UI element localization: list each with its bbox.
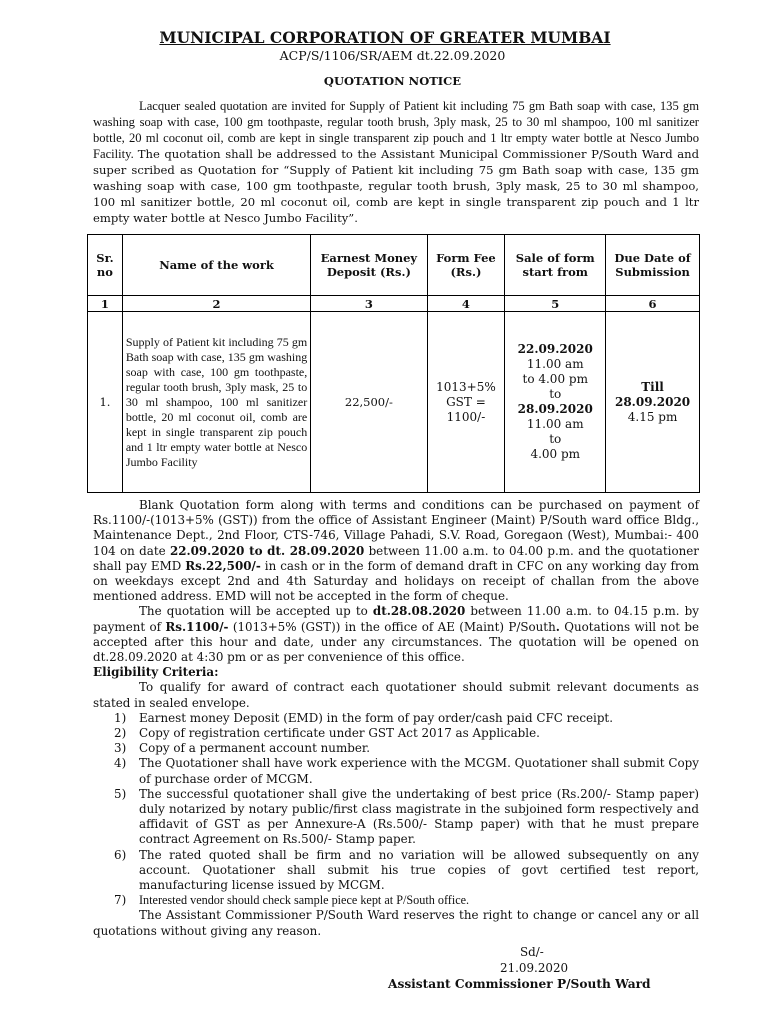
row-due xyxy=(606,312,700,493)
col-number: 1 xyxy=(88,296,123,312)
header-due: Due Date of Submission xyxy=(606,235,700,296)
sale-to: to xyxy=(549,387,562,401)
col-number: 2 xyxy=(122,296,310,312)
list-item: 3) Copy of a permanent account number. xyxy=(114,741,371,756)
table-header-row xyxy=(88,235,700,296)
sale-to: to xyxy=(549,432,562,446)
col-number: 3 xyxy=(311,296,427,312)
fee-line: 1013+5% xyxy=(436,379,496,394)
table-row xyxy=(88,312,700,493)
header-emd: Earnest Money Deposit (Rs.) xyxy=(311,235,427,296)
row-sr: 1. xyxy=(88,312,123,493)
col-number: 4 xyxy=(427,296,505,312)
col-number: 6 xyxy=(606,296,700,312)
intro-paragraph xyxy=(93,98,699,226)
acceptance-paragraph: The quotation will be accepted up to dt.28.08.2020 between 11.00 a.m. to 04.15 p.m. by payment of Rs.1100/- (1013+5% (GST)) in the office of AE (Maint) P/South. Quotations will not be accepted after this hour and date, under any circumstances. The quotation will be opened on dt.28.09.2020 at 4:30 pm or as per convenience of this office. xyxy=(93,604,700,665)
sale-time: to 4.00 pm xyxy=(522,372,588,386)
sale-date-end: 28.09.2020 xyxy=(517,402,593,416)
row-emd: 22,500/- xyxy=(311,312,427,493)
header-fee: Form Fee (Rs.) xyxy=(427,235,505,296)
signature-sd: Sd/- xyxy=(520,945,544,959)
fee-line: 1100/- xyxy=(446,409,486,424)
closing-paragraph: The Assistant Commissioner P/South Ward reserves the right to change or cancel any or all quotations without giving any reason. xyxy=(93,908,699,938)
eligibility-intro: To qualify for award of contract each quotationer should submit relevant documents as stated in sealed envelope. xyxy=(93,680,699,710)
row-work-name: Supply of Patient kit including 75 gm Bath soap with case, 135 gm washing soap with case, 100 gm toothpaste, regular tooth brush, 3ply mask, 25 to 30 ml shampoo, 100 ml sanitizer bottle, 20 ml coconut oil, comb are kept in single transparent zip pouch and 1 ltr empty water bottle at Nesco Jumbo Facility xyxy=(122,312,310,493)
row-fee xyxy=(427,312,505,493)
eligibility-list xyxy=(93,711,699,909)
reference-number: ACP/S/1106/SR/AEM dt.22.09.2020 xyxy=(279,48,506,63)
intro-part2: The quotation shall be addressed to the Assistant Municipal Commissioner P/South Ward and super scribed as Quotation for “Supply of Patient kit including 75 gm Bath soap with case, 135 gm washing soap with case, 100 gm toothpaste, regular tooth brush, 3ply mask, 25 to 30 ml shampoo, 100 ml sanitizer bottle, 20 ml coconut oil, comb are kept in single transparent zip pouch and 1 ltr empty water bottle at Nesco Jumbo Facility”. xyxy=(93,147,699,225)
works-table xyxy=(87,234,700,493)
notice-body xyxy=(93,498,699,939)
header-sale: Sale of form start from xyxy=(505,235,606,296)
signature-date: 21.09.2020 xyxy=(500,961,569,975)
due-till: Till xyxy=(641,379,664,394)
col-number: 5 xyxy=(505,296,606,312)
list-item: 2) Copy of registration certificate under GST Act 2017 as Applicable. xyxy=(114,726,540,741)
list-item: 6) The rated quoted shall be firm and no variation will be allowed subsequently on any account. Quotationer shall submit his true copies of govt certified test report, manufacturing license issued by MCGM. xyxy=(114,847,699,893)
signatory-title: Assistant Commissioner P/South Ward xyxy=(388,977,651,991)
blank-form-paragraph: Blank Quotation form along with terms and conditions can be purchased on payment of Rs.1100/-(1013+5% (GST)) from the office of Assistant Engineer (Maint) P/South ward office Bldg., Maintenance Dept., 2nd Floor, CTS-746, Village Pahadi, S.V. Road, Goregaon (West), Mumbai:- 400 104 on date 22.09.2020 to dt. 28.09.2020 between 11.00 a.m. to 04.00 p.m. and the quotationer shall pay EMD Rs.22,500/- in cash or in the form of demand draft in CFC on any working day from on weekdays except 2nd and 4th Saturday and holidays on receipt of challan from the above mentioned address. EMD will not be accepted in the form of cheque. xyxy=(93,498,699,604)
header-sr: Sr. no xyxy=(88,235,123,296)
eligibility-heading: Eligibility Criteria: xyxy=(93,665,219,680)
fee-line: GST = xyxy=(446,394,486,409)
due-date: 28.09.2020 xyxy=(614,394,691,409)
list-item: 5) The successful quotationer shall give the undertaking of best price (Rs.200/- Stamp paper) duly notarized by notary public/first class magistrate in the subjoined form respectively and affidavit of GST as per Annexure-A (Rs.500/- Stamp paper) with that he must prepare contract Agreement on Rs.500/- Stamp paper. xyxy=(114,786,699,847)
sale-time: 11.00 am xyxy=(526,357,584,371)
sale-date-start: 22.09.2020 xyxy=(517,342,593,356)
header-name: Name of the work xyxy=(122,235,310,296)
intro-part1: Lacquer sealed quotation are invited for Supply of Patient kit including 75 gm Bath soap with case, 135 gm washing soap with case, 100 gm toothpaste, regular tooth brush, 3ply mask, 25 to 30 ml shampoo, 100 ml sanitizer bottle, 20 ml coconut oil, comb are kept in single transparent zip pouch and 1 ltr empty water bottle at Nesco Jumbo Facility. xyxy=(93,99,699,161)
list-item: 4) The Quotationer shall have work experience with the MCGM. Quotationer shall submit Copy of purchase order of MCGM. xyxy=(114,756,699,786)
sale-time: 11.00 am xyxy=(526,417,584,431)
table-column-numbers xyxy=(88,296,700,312)
org-title: MUNICIPAL CORPORATION OF GREATER MUMBAI xyxy=(159,28,611,47)
list-item: 7) Interested vendor should check sample piece kept at P/South office. xyxy=(114,893,470,908)
row-sale xyxy=(505,312,606,493)
sale-time: 4.00 pm xyxy=(530,447,581,461)
due-time: 4.15 pm xyxy=(627,409,678,424)
list-item: 1) Earnest money Deposit (EMD) in the form of pay order/cash paid CFC receipt. xyxy=(114,710,613,725)
notice-title: QUOTATION NOTICE xyxy=(323,74,462,88)
